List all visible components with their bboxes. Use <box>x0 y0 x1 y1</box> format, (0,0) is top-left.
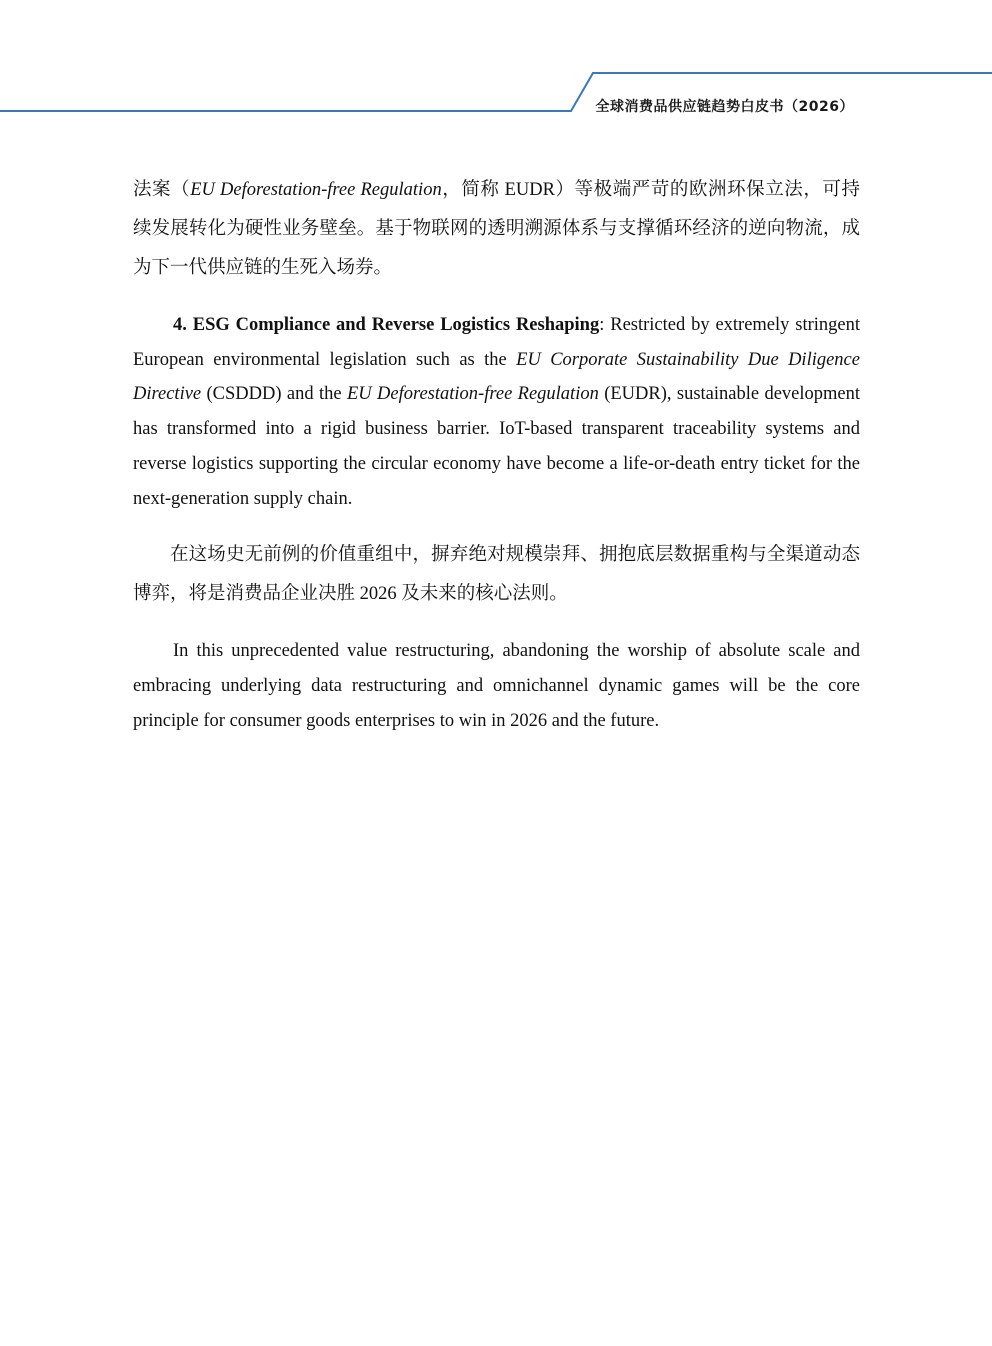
p2-text-csddd: EU Corporate Sustainability Due Diligence Directive <box>133 349 860 405</box>
p2-text-a: : Restricted by extremely stringent European environmental legislation such as the <box>133 315 861 370</box>
p1-text-c: ，简称 EUDR）等极端严苛的欧洲环保立法，可持续发展转化为硬性业务壁垒。基于物联网的透明溯源体系与支撑循环经济的逆向物流，成为下一代供应链的生死入场券。 <box>133 180 860 278</box>
p1-text-italic: EU Deforestation-free Regulation <box>190 180 442 200</box>
p2-text-e: (EUDR), sustainable development has transformed into a rigid business barrier. IoT-based transparent traceability systems and reverse logistics supporting the circular economy have become a life-or-death entry ticket for the next-generation supply chain. <box>133 384 861 509</box>
paragraph-zh-eudr <box>133 171 860 288</box>
p1-text-a: 法案（ <box>133 180 191 200</box>
p2-text-eudr: EU Deforestation-free Regulation <box>346 384 599 405</box>
page-body <box>133 171 860 758</box>
paragraph-en-esg <box>133 308 860 516</box>
document-title: 全球消费品供应链趋势白皮书（2026） <box>595 99 854 115</box>
paragraph-zh-conclusion: 在这场史无前例的价值重组中，摒弃绝对规模崇拜、拥抱底层数据重构与全渠道动态博弈，将是消费品企业决胜 2026 及未来的核心法则。 <box>133 545 860 605</box>
esg-heading: 4. ESG Compliance and Reverse Logistics Reshaping <box>173 315 600 335</box>
paragraph-en-conclusion: In this unprecedented value restructuring, abandoning the worship of absolute scale and embracing underlying data restructuring and omnichannel dynamic games will be the core principle for consumer goods enterprises to win in 2026 and the future. <box>133 641 860 731</box>
p2-text-c: (CSDDD) and the <box>201 384 347 405</box>
